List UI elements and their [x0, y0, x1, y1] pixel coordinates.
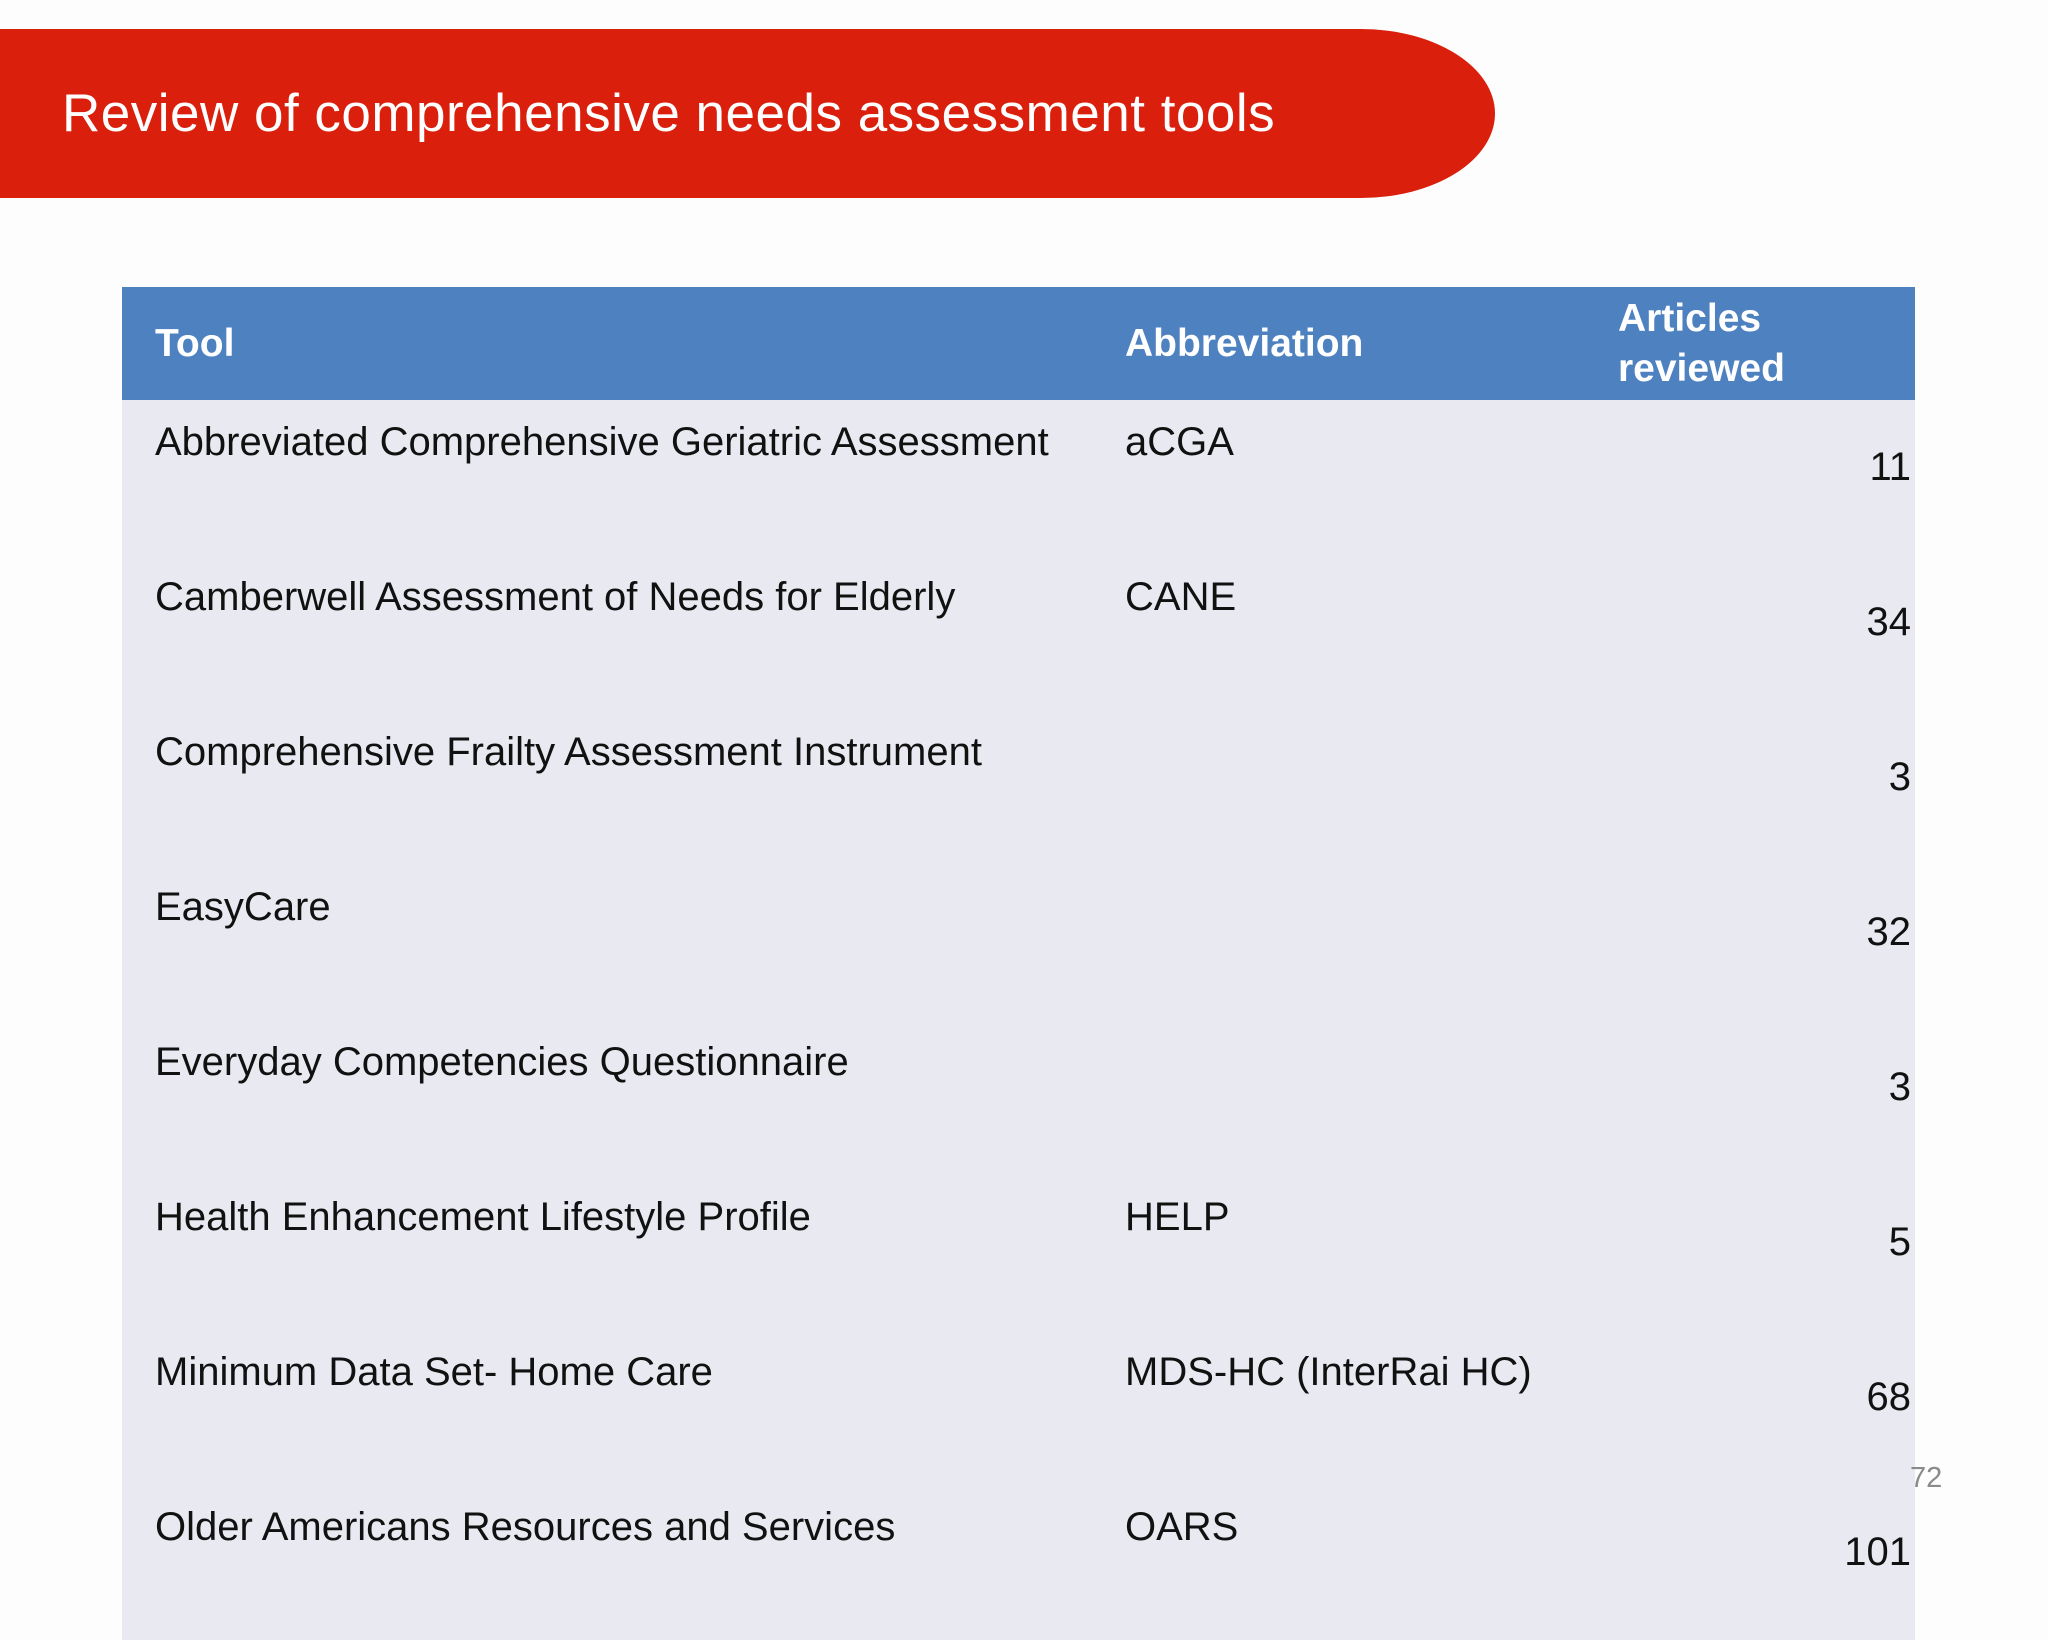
table-row [122, 710, 1915, 865]
table-row [122, 1485, 1915, 1640]
table-row [122, 1330, 1915, 1485]
page-number: 72 [1910, 1462, 1943, 1494]
header-articles-line1: Articles [1618, 296, 1762, 340]
cell-articles: 3 [1888, 755, 1911, 799]
header-articles-line2: reviewed [1618, 346, 1785, 390]
cell-tool: EasyCare [155, 885, 331, 929]
table-row [122, 1175, 1915, 1330]
cell-tool: Camberwell Assessment of Needs for Elderly [155, 575, 956, 619]
header-tool: Tool [122, 287, 1125, 400]
title-banner [0, 29, 1495, 198]
slide-title: Review of comprehensive needs assessment tools [62, 84, 1276, 143]
cell-tool: Health Enhancement Lifestyle Profile [155, 1195, 811, 1239]
cell-articles: 3 [1888, 1065, 1911, 1109]
cell-tool: Older Americans Resources and Services [155, 1505, 896, 1549]
cell-articles: 5 [1888, 1220, 1911, 1264]
header-articles-reviewed [1618, 287, 1915, 400]
table-row [122, 400, 1915, 555]
cell-articles: 101 [1844, 1530, 1911, 1574]
cell-tool: Abbreviated Comprehensive Geriatric Assessment [155, 420, 1049, 464]
cell-abbreviation: aCGA [1125, 420, 1234, 464]
cell-abbreviation [1125, 1020, 1618, 1175]
cell-tool: Comprehensive Frailty Assessment Instrument [155, 730, 982, 774]
assessment-tools-table [122, 287, 1915, 1640]
cell-tool: Minimum Data Set- Home Care [155, 1350, 713, 1394]
cell-tool: Everyday Competencies Questionnaire [155, 1040, 849, 1084]
cell-abbreviation [1125, 710, 1618, 865]
cell-abbreviation: OARS [1125, 1505, 1239, 1549]
table-header-row [122, 287, 1915, 400]
header-abbreviation: Abbreviation [1125, 287, 1618, 400]
cell-abbreviation [1125, 865, 1618, 1020]
cell-articles: 34 [1866, 600, 1911, 644]
cell-articles: 11 [1869, 445, 1911, 489]
table-row [122, 555, 1915, 710]
cell-articles: 32 [1866, 910, 1911, 954]
cell-articles: 68 [1866, 1375, 1911, 1419]
cell-abbreviation: HELP [1125, 1195, 1230, 1239]
cell-abbreviation: CANE [1125, 575, 1237, 619]
table-row [122, 865, 1915, 1020]
cell-abbreviation: MDS-HC (InterRai HC) [1125, 1350, 1532, 1394]
table-row [122, 1020, 1915, 1175]
